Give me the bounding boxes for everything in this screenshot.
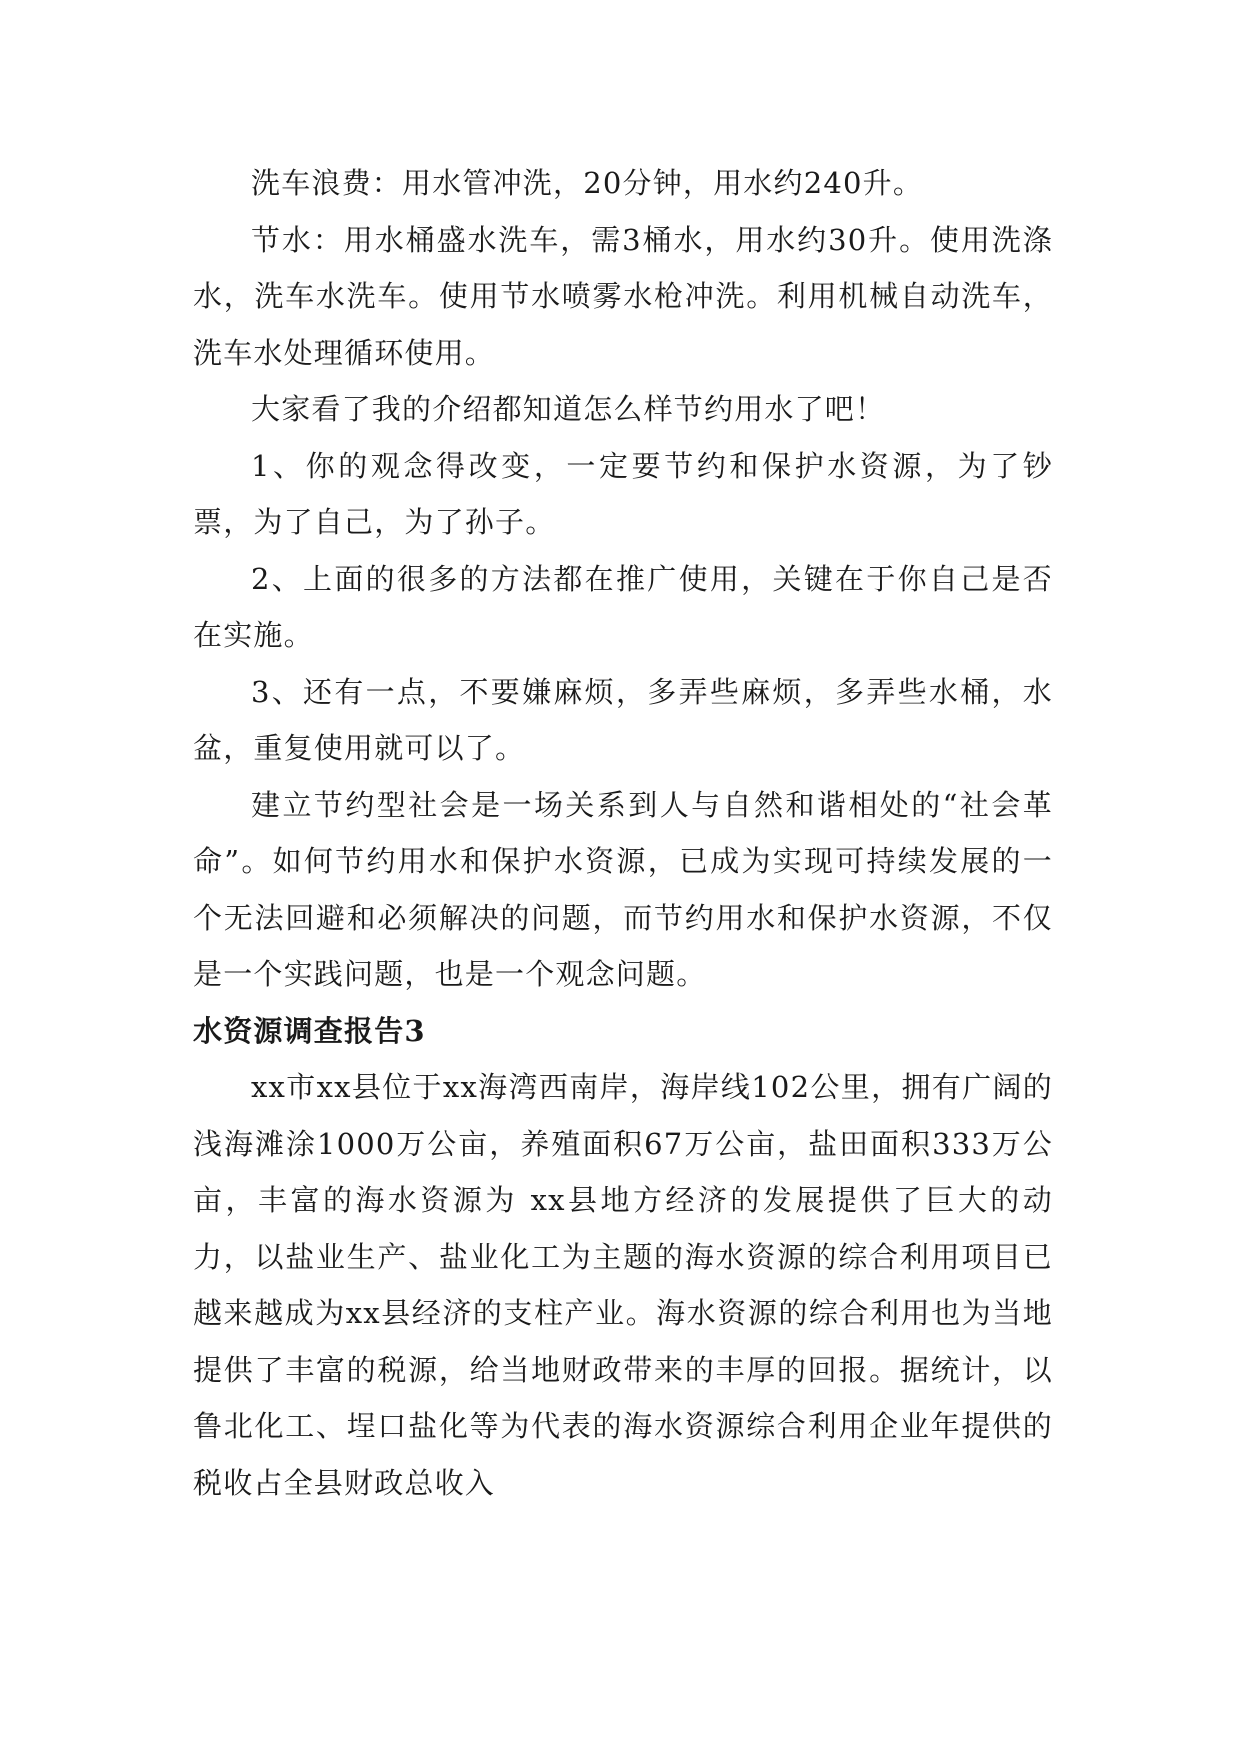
document-page <box>193 155 1053 1511</box>
paragraph: 节水：用水桶盛水洗车，需3桶水，用水约30升。使用洗涤水，洗车水洗车。使用节水喷雾水枪冲洗。利用机械自动洗车，洗车水处理循环使用。 <box>193 222 1053 370</box>
paragraph: 1、你的观念得改变，一定要节约和保护水资源，为了钞票，为了自己，为了孙子。 <box>193 448 1053 539</box>
paragraph: xx市xx县位于xx海湾西南岸，海岸线102公里，拥有广阔的浅海滩涂1000万公亩，养殖面积67万公亩，盐田面积333万公亩，丰富的海水资源为 xx县地方经济的发展提供了巨大的动力，以盐业生产、盐业化工为主题的海水资源的综合利用项目已越来越成为xx县经济的支柱产业。海水资源的综合利用也为当地提供了丰富的税源，给当地财政带来的丰厚的回报。据统计，以鲁北化工、埕口盐化等为代表的海水资源综合利用企业年提供的税收占全县财政总收入 <box>193 1070 1053 1500</box>
paragraph: 建立节约型社会是一场关系到人与自然和谐相处的“社会革命”。如何节约用水和保护水资源，已成为实现可持续发展的一个无法回避和必须解决的问题，而节约用水和保护水资源，不仅是一个实践问题，也是一个观念问题。 <box>193 787 1053 991</box>
paragraph: 大家看了我的介绍都知道怎么样节约用水了吧！ <box>251 392 886 426</box>
paragraph: 3、还有一点，不要嫌麻烦，多弄些麻烦，多弄些水桶，水盆，重复使用就可以了。 <box>193 674 1053 765</box>
paragraph: 洗车浪费：用水管冲洗，20分钟，用水约240升。 <box>251 166 924 200</box>
paragraph: 2、上面的很多的方法都在推广使用，关键在于你自己是否在实施。 <box>193 561 1053 652</box>
section-heading: 水资源调查报告3 <box>193 1013 426 1048</box>
